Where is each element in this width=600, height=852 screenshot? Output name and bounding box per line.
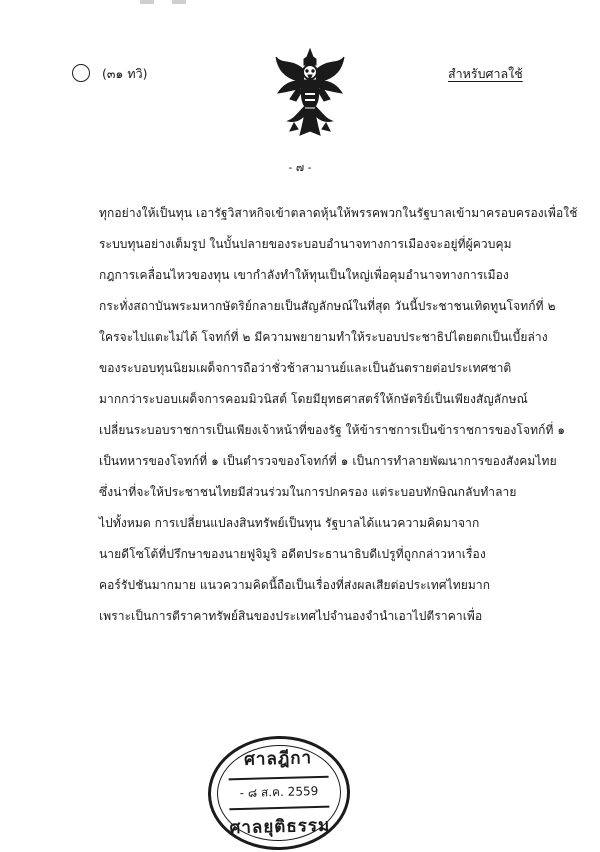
page-number: - ๗ - [288,161,312,174]
body-line: กระทั่งสถาบันพระมหากษัตริย์กลายเป็นสัญลักษณ์ในที่สุด วันนี้ประชาชนเทิดทูนโจทก์ที่ ๒ [99,299,556,313]
body-line: ทุกอย่างให้เป็นทุน เอารัฐวิสาหกิจเข้าตลาดหุ้นให้พรรคพวกในรัฐบาลเข้ามาครอบครองเพื่อใช้ [99,206,578,220]
stamp-bottom-text: ศาลยุติธรรม [229,815,331,839]
scan-mark [140,0,154,4]
body-line: ไปทั้งหมด การเปลี่ยนแปลงสินทรัพย์เป็นทุน รัฐบาลได้แนวความคิดมาจาก [99,516,480,530]
body-text [99,198,578,632]
stamp-top-text: ศาลฎีกา [243,748,313,770]
body-line: มากกว่าระบอบเผด็จการคอมมิวนิสต์ โดยมียุทธศาสตร์ให้กษัตริย์เป็นเพียงสัญลักษณ์ [99,392,528,406]
body-line: ระบบทุนอย่างเต็มรูป ในบั้นปลายของระบอบอำนาจทางการเมืองจะอยู่ที่ผู้ควบคุม [99,237,512,251]
court-use-label: สำหรับศาลใช้ [448,66,523,81]
body-line: เพราะเป็นการตีราคาทรัพย์สินของประเทศไปจำนองจำนำเอาไปตีราคาเพื่อ [99,609,483,623]
circle-mark-icon [72,64,90,82]
body-line: กฎการเคลื่อนไหวของทุน เขากำลังทำให้ทุนเป็นใหญ่เพื่อคุมอำนาจทางการเมือง [99,268,509,282]
body-line: ซึ่งน่าที่จะให้ประชาชนไทยมีส่วนร่วมในการปกครอง แต่ระบอบทักษิณกลับทำลาย [99,485,517,499]
scan-mark [172,0,186,4]
body-line: นายดีโซโต้ที่ปรึกษาของนายฟูจิมูริ อดีตประธานาธิบดีเปรูที่ถูกกล่าวหาเรื่อง [99,547,486,561]
garuda-emblem-icon [274,47,346,137]
body-line: เปลี่ยนระบอบราชการเป็นเพียงเจ้าหน้าที่ของรัฐ ให้ข้าราชการเป็นข้าราชการของโจทก์ที่ ๑ [99,423,566,437]
body-line: คอร์รัปชันมากมาย แนวความคิดนี้ถือเป็นเรื่องที่ส่งผลเสียต่อประเทศไทยมาก [99,578,491,592]
form-code: (๓๑ ทวิ) [102,66,148,81]
court-stamp [207,734,352,852]
body-line: เป็นทหารของโจทก์ที่ ๑ เป็นตำรวจของโจทก์ที่ ๑ เป็นการทำลายพัฒนาการของสังคมไทย [99,454,557,468]
body-line: ของระบอบทุนนิยมเผด็จการถือว่าชั่วช้าสามานย์และเป็นอันตรายต่อประเทศชาติ [99,361,512,375]
stamp-date: - ๘ ส.ค. 2559 [239,783,319,801]
body-line: ใครจะไปแตะไม่ได้ โจทก์ที่ ๒ มีความพยายามทำให้ระบอบประชาธิปไตยตกเป็นเบี้ยล่าง [99,330,548,344]
